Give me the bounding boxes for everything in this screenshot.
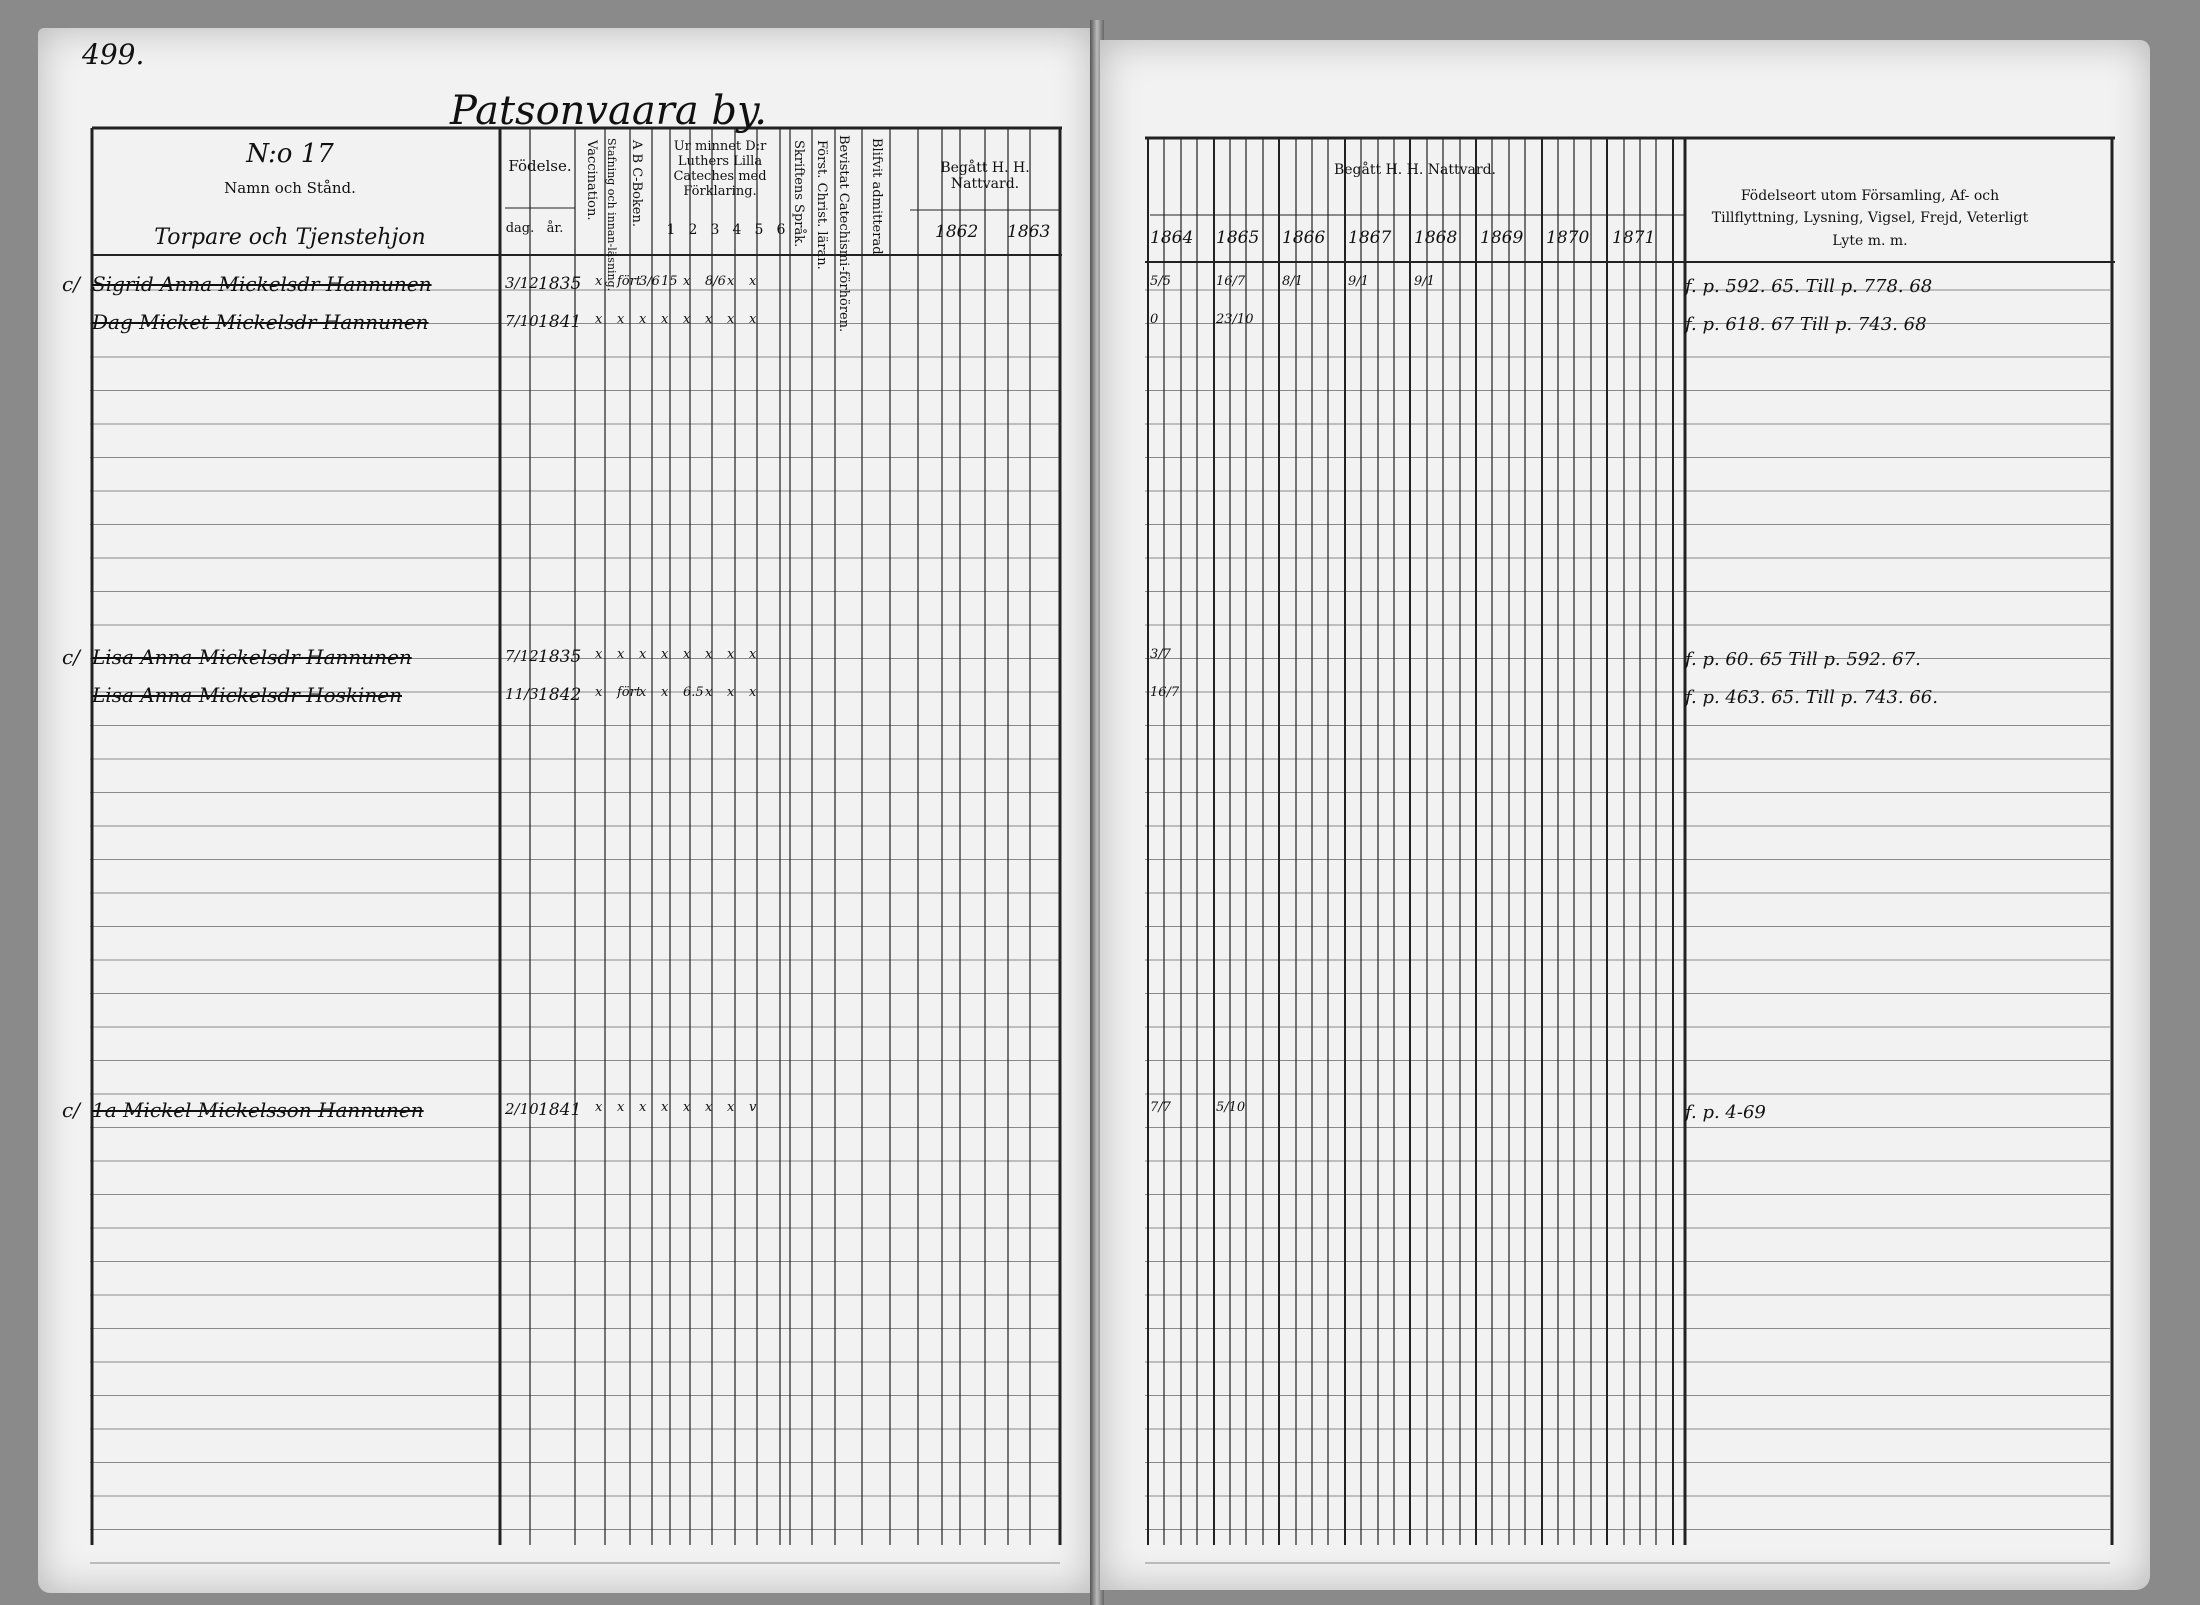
admitterad-header: Blifvit admitterad (869, 138, 884, 255)
nattvard-year: 1867 (1348, 228, 1392, 248)
entry-prefix: c/ (62, 645, 80, 669)
progress-mark: x (617, 312, 625, 327)
person-name: 1a Mickel Mickelsson Hannunen (92, 1098, 424, 1122)
birth-day-header: dag. (505, 221, 535, 236)
nattvard-year: 1869 (1480, 228, 1524, 248)
remarks-text: f. p. 4-69 (1685, 1102, 1766, 1123)
progress-mark: 15 (661, 274, 678, 289)
birth-year: 1842 (538, 685, 582, 705)
progress-mark: x (639, 1100, 647, 1115)
catechism-part-number: 4 (732, 222, 742, 238)
progress-mark: x (639, 685, 647, 700)
household-number: N:o 17 (246, 139, 334, 169)
progress-mark: x (727, 274, 735, 289)
birth-header: Födelse. (508, 157, 572, 175)
progress-mark: x (683, 312, 691, 327)
abc-book-header: A B C-Boken. (629, 140, 644, 228)
nattvard-date: 16/7 (1216, 274, 1246, 289)
progress-mark: x (727, 1100, 735, 1115)
nattvard-date: 9/1 (1414, 274, 1435, 289)
progress-mark: x (595, 647, 603, 662)
progress-mark: 6.5 (683, 685, 704, 700)
birth-year: 1835 (538, 647, 582, 667)
catechism-part-number: 1 (666, 222, 676, 238)
horizontal-rules (90, 128, 2115, 1563)
progress-mark: x (683, 647, 691, 662)
page-number: 499. (82, 38, 145, 71)
birth-day: 3/12 (505, 274, 539, 292)
progress-mark: x (749, 685, 757, 700)
progress-mark: v (749, 1100, 757, 1115)
birth-day: 2/10 (505, 1100, 539, 1118)
person-name: Lisa Anna Mickelsdr Hoskinen (92, 683, 402, 707)
progress-mark: 3/6 (639, 274, 660, 289)
birth-year: 1841 (538, 312, 582, 332)
birth-day: 11/3 (505, 685, 539, 703)
remarks-text: f. p. 618. 67 Till p. 743. 68 (1685, 314, 1927, 335)
nattvard-year: 1868 (1414, 228, 1458, 248)
remarks-text: f. p. 463. 65. Till p. 743. 66. (1685, 687, 1938, 708)
progress-mark: x (661, 685, 669, 700)
progress-mark: x (749, 274, 757, 289)
birth-day: 7/10 (505, 312, 539, 330)
progress-mark: x (705, 1100, 713, 1115)
entry-prefix: c/ (62, 1098, 80, 1122)
skriftens-header: Skriftens Språk. (791, 140, 806, 248)
nattvard-date: 3/7 (1150, 647, 1171, 662)
progress-mark: x (683, 274, 691, 289)
progress-mark: x (595, 1100, 603, 1115)
nattvard-date: 5/5 (1150, 274, 1171, 289)
catechism-part-number: 3 (710, 222, 720, 238)
catechism-part-number: 2 (688, 222, 698, 238)
nattvard-year: 1865 (1216, 228, 1260, 248)
nattvard-year: 1871 (1612, 228, 1656, 248)
progress-mark: x (749, 312, 757, 327)
progress-mark: x (595, 312, 603, 327)
progress-mark: x (617, 647, 625, 662)
name-column-header: Namn och Stånd. (224, 179, 356, 197)
progress-mark: x (617, 1100, 625, 1115)
village-title: Patsonvaara by. (450, 88, 767, 134)
forst-header: Först. Christ. läran. (814, 140, 829, 270)
progress-mark: x (727, 685, 735, 700)
progress-mark: x (595, 685, 603, 700)
remarks-text: f. p. 60. 65 Till p. 592. 67. (1685, 649, 1921, 670)
nattvard-year: 1862 (935, 222, 979, 242)
person-name: Lisa Anna Mickelsdr Hannunen (92, 645, 412, 669)
progress-mark: x (595, 274, 603, 289)
household-description: Torpare och Tjenstehjon (154, 225, 426, 250)
stavning-header: Stafning och innan-läsning. (605, 138, 618, 292)
progress-mark: x (727, 647, 735, 662)
progress-mark: 8/6 (705, 274, 726, 289)
nattvard-year: 1866 (1282, 228, 1326, 248)
progress-mark: x (705, 685, 713, 700)
nattvard-year: 1864 (1150, 228, 1194, 248)
person-name: Dag Micket Mickelsdr Hannunen (92, 310, 429, 334)
progress-mark: x (639, 647, 647, 662)
progress-mark: x (705, 647, 713, 662)
birth-year: 1841 (538, 1100, 582, 1120)
progress-mark: x (683, 1100, 691, 1115)
progress-mark: x (661, 1100, 669, 1115)
progress-mark: fört (617, 274, 642, 289)
nattvard-year: 1863 (1007, 222, 1051, 242)
birth-day: 7/12 (505, 647, 539, 665)
bevistat-header: Bevistat Catechismi-förhören. (836, 135, 851, 333)
catechism-part-number: 5 (754, 222, 764, 238)
progress-mark: x (639, 312, 647, 327)
person-name: Sigrid Anna Mickelsdr Hannunen (92, 272, 432, 296)
remarks-header: Födelseort utom Församling, Af- och Tillflyttning, Lysning, Vigsel, Frejd, Veterligt Lyte m. m. (1711, 188, 2029, 249)
birth-year: 1835 (538, 274, 582, 294)
nattvard-date: 5/10 (1216, 1100, 1246, 1115)
remarks-text: f. p. 592. 65. Till p. 778. 68 (1685, 276, 1933, 297)
vertical-rules (92, 128, 2112, 1545)
progress-mark: x (749, 647, 757, 662)
nattvard-date: 8/1 (1282, 274, 1303, 289)
progress-mark: fört (617, 685, 642, 700)
birth-year-header: år. (546, 221, 564, 236)
nattvard-date: 0 (1150, 312, 1159, 327)
progress-mark: x (705, 312, 713, 327)
progress-mark: x (661, 312, 669, 327)
catechism-header: Ur minnet D:r Luthers Lilla Cateches med Förklaring. (673, 139, 767, 199)
nattvard-date: 7/7 (1150, 1100, 1171, 1115)
nattvard-date: 9/1 (1348, 274, 1369, 289)
entry-prefix: c/ (62, 272, 80, 296)
nattvard-header-left: Begått H. H. Nattvard. (940, 160, 1030, 193)
nattvard-header-right: Begått H. H. Nattvard. (1333, 162, 1496, 178)
catechism-part-number: 6 (776, 222, 786, 238)
progress-mark: x (727, 312, 735, 327)
vaccination-header: Vaccination. (584, 140, 599, 221)
nattvard-date: 23/10 (1216, 312, 1254, 327)
nattvard-year: 1870 (1546, 228, 1590, 248)
progress-mark: x (661, 647, 669, 662)
nattvard-date: 16/7 (1150, 685, 1180, 700)
